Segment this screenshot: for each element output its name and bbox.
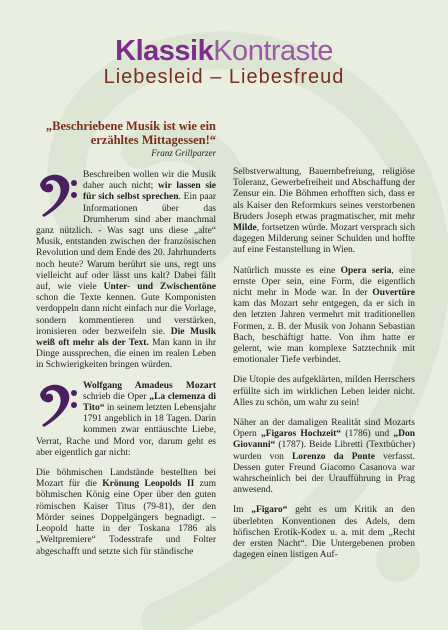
mozart-text-2: schrieb die Oper	[83, 391, 150, 402]
mozart-text-1: Wolfgang Amadeus Mozart	[83, 380, 216, 391]
ponte-text-1: Näher an der damaligen Realität sind Mozarts Opern	[233, 418, 415, 440]
utopia-paragraph: Die Utopie des aufgeklärten, milden Herrschers erfüllte sich im wirklichen Leben leider nicht. Alles zu schön, um wahr zu sein!	[233, 375, 415, 408]
opera-seria-paragraph	[233, 266, 415, 367]
seria-text-4: Ouvertüre	[372, 288, 415, 299]
figaro-text-2: „Figaro“	[251, 505, 288, 516]
intro-paragraph	[36, 170, 216, 372]
ponte-text-3: (1786) und	[341, 429, 394, 440]
quote-text: „Beschriebene Musik ist wie ein erzähltes Mittagessen!“	[45, 119, 216, 147]
mozart-text-3: „La clemenza di Tito“	[83, 391, 216, 414]
boehmen-text-3: zum böhmischen König eine Oper über den guten römischen Kaiser Titus (79-81), der den Mörder seines Doppelgängers begnadigt. – Leopold hatte in der Toskana 1786 als „Weltpremiere“ Todesstrafe und Folter abgeschafft und setzte sich für ständische	[36, 479, 216, 557]
reform-text-1: Selbstverwaltung, Bauernbefreiung, religiöse Toleranz, Gewerbefreiheit und Abschaffung der Zensur ein. Die Böhmen erhofften sich, dass er als Kaiser den Reformkurs seines verstorbenen Bruders Joseph etwas pragmatischer, mit mehr	[233, 167, 415, 222]
intro-text-1: Beschreiben wollen wir die Musik daher auch nicht;	[83, 170, 216, 192]
page-subtitle: Liebesleid – Liebesfreud	[103, 66, 345, 88]
title-part-kontraste: Kontraste	[213, 35, 333, 67]
reform-text-2: Milde	[233, 223, 257, 234]
figaro-paragraph	[233, 505, 415, 561]
reform-text-3: , fortsetzen würde. Mozart versprach sich dagegen Milderung seiner Schulden und hoffte auf eine Festanstellung in Wien.	[233, 223, 415, 256]
boehmen-text-1: Die böhmischen Landstände bestellten bei Mozart für die	[36, 468, 216, 490]
figaro-text-3: geht es um Kritik an den überlebten Konventionen des Adels, dem höfischen Erotik-Kodex u. a. mit dem „Recht der ersten Nacht“. Die Untergebenen proben dagegen einen listigen Auf-	[233, 505, 415, 561]
mozart-paragraph	[36, 381, 216, 459]
bass-clef-icon	[34, 171, 80, 219]
intro-text-7: Man kann in ihr Dinge aussprechen, die einen im realen Leben in Schwierigkeiten bringen würden.	[36, 338, 216, 371]
bass-clef-icon	[34, 380, 80, 430]
left-column	[36, 119, 216, 567]
page-title	[0, 35, 448, 67]
right-column	[233, 167, 415, 571]
seria-text-2: Opera seria	[340, 265, 392, 276]
da-ponte-paragraph	[233, 418, 415, 496]
seria-text-1: Natürlich musste es eine	[233, 265, 341, 276]
title-part-klassik: Klassik	[115, 35, 214, 67]
figaro-text-1: Im	[233, 505, 252, 516]
seria-text-3: , eine ernste Oper sein, eine Form, die eigentlich nicht mehr in Mode war. In der	[233, 265, 415, 299]
masthead	[0, 35, 448, 88]
intro-text-2: wir lassen sie für sich selbst sprechen	[83, 181, 216, 203]
ponte-text-6: Lorenzo da Ponte	[291, 451, 375, 462]
quote-author: Franz Grillparzer	[151, 148, 216, 158]
ponte-text-5: (1787). Beide Libretti (Textbücher) wurden von	[233, 440, 415, 462]
intro-text-4: Unter- und Zwischentöne	[103, 282, 216, 293]
seria-text-5: kam das Mozart sehr entgegen, da er sich in den letzten Jahren vermehrt mit traditionellen Formen, z. B. der Musik von Johann Sebastian Bach, beschäftigt hatte. Von ihm hatte er gelernt, wie man komplexe Satztechnik mit emotionaler Tiefe verbindet.	[233, 299, 415, 366]
ponte-text-2: „Figaros Hochzeit“	[260, 429, 342, 440]
ponte-text-7: verfasst. Dessen guter Freund Giacomo Casanova war wahrscheinlich bei der Uraufführung in Prag anwesend.	[233, 451, 415, 496]
boehmen-text-2: Krönung Leopolds II	[102, 479, 195, 490]
mozart-text-4: in seinem letzten Lebensjahr 1791 angeblich in 18 Tagen. Darin kommen zwar enttäuschte Liebe, Verrat, Rache und Mord vor, darum geht es aber eigentlich gar nicht:	[36, 403, 216, 458]
intro-text-3: . Ein paar Informationen über das Drumherum sind aber manchmal ganz nützlich. - Was sagt uns diese „alte“ Musik, entstanden zwischen der französischen Revolution und dem Ende des 20. Jahrhunderts noch heute? Warum berührt sie uns, regt uns vielleicht auf oder lässt uns kalt? Dabei fällt auf, wie viele	[36, 192, 216, 293]
reform-paragraph	[233, 167, 415, 257]
intro-text-5: schon die Texte kennen. Gute Komponisten verdoppeln dann nicht einfach nur die Vorlage, sondern kommentieren und verstärken, ironisieren oder bezweifeln sie.	[36, 293, 216, 337]
ponte-text-4: „Don Giovanni“	[233, 429, 416, 451]
intro-text-6: Die Musik weiß oft mehr als der Text.	[36, 326, 216, 349]
boehmen-paragraph	[36, 468, 216, 558]
